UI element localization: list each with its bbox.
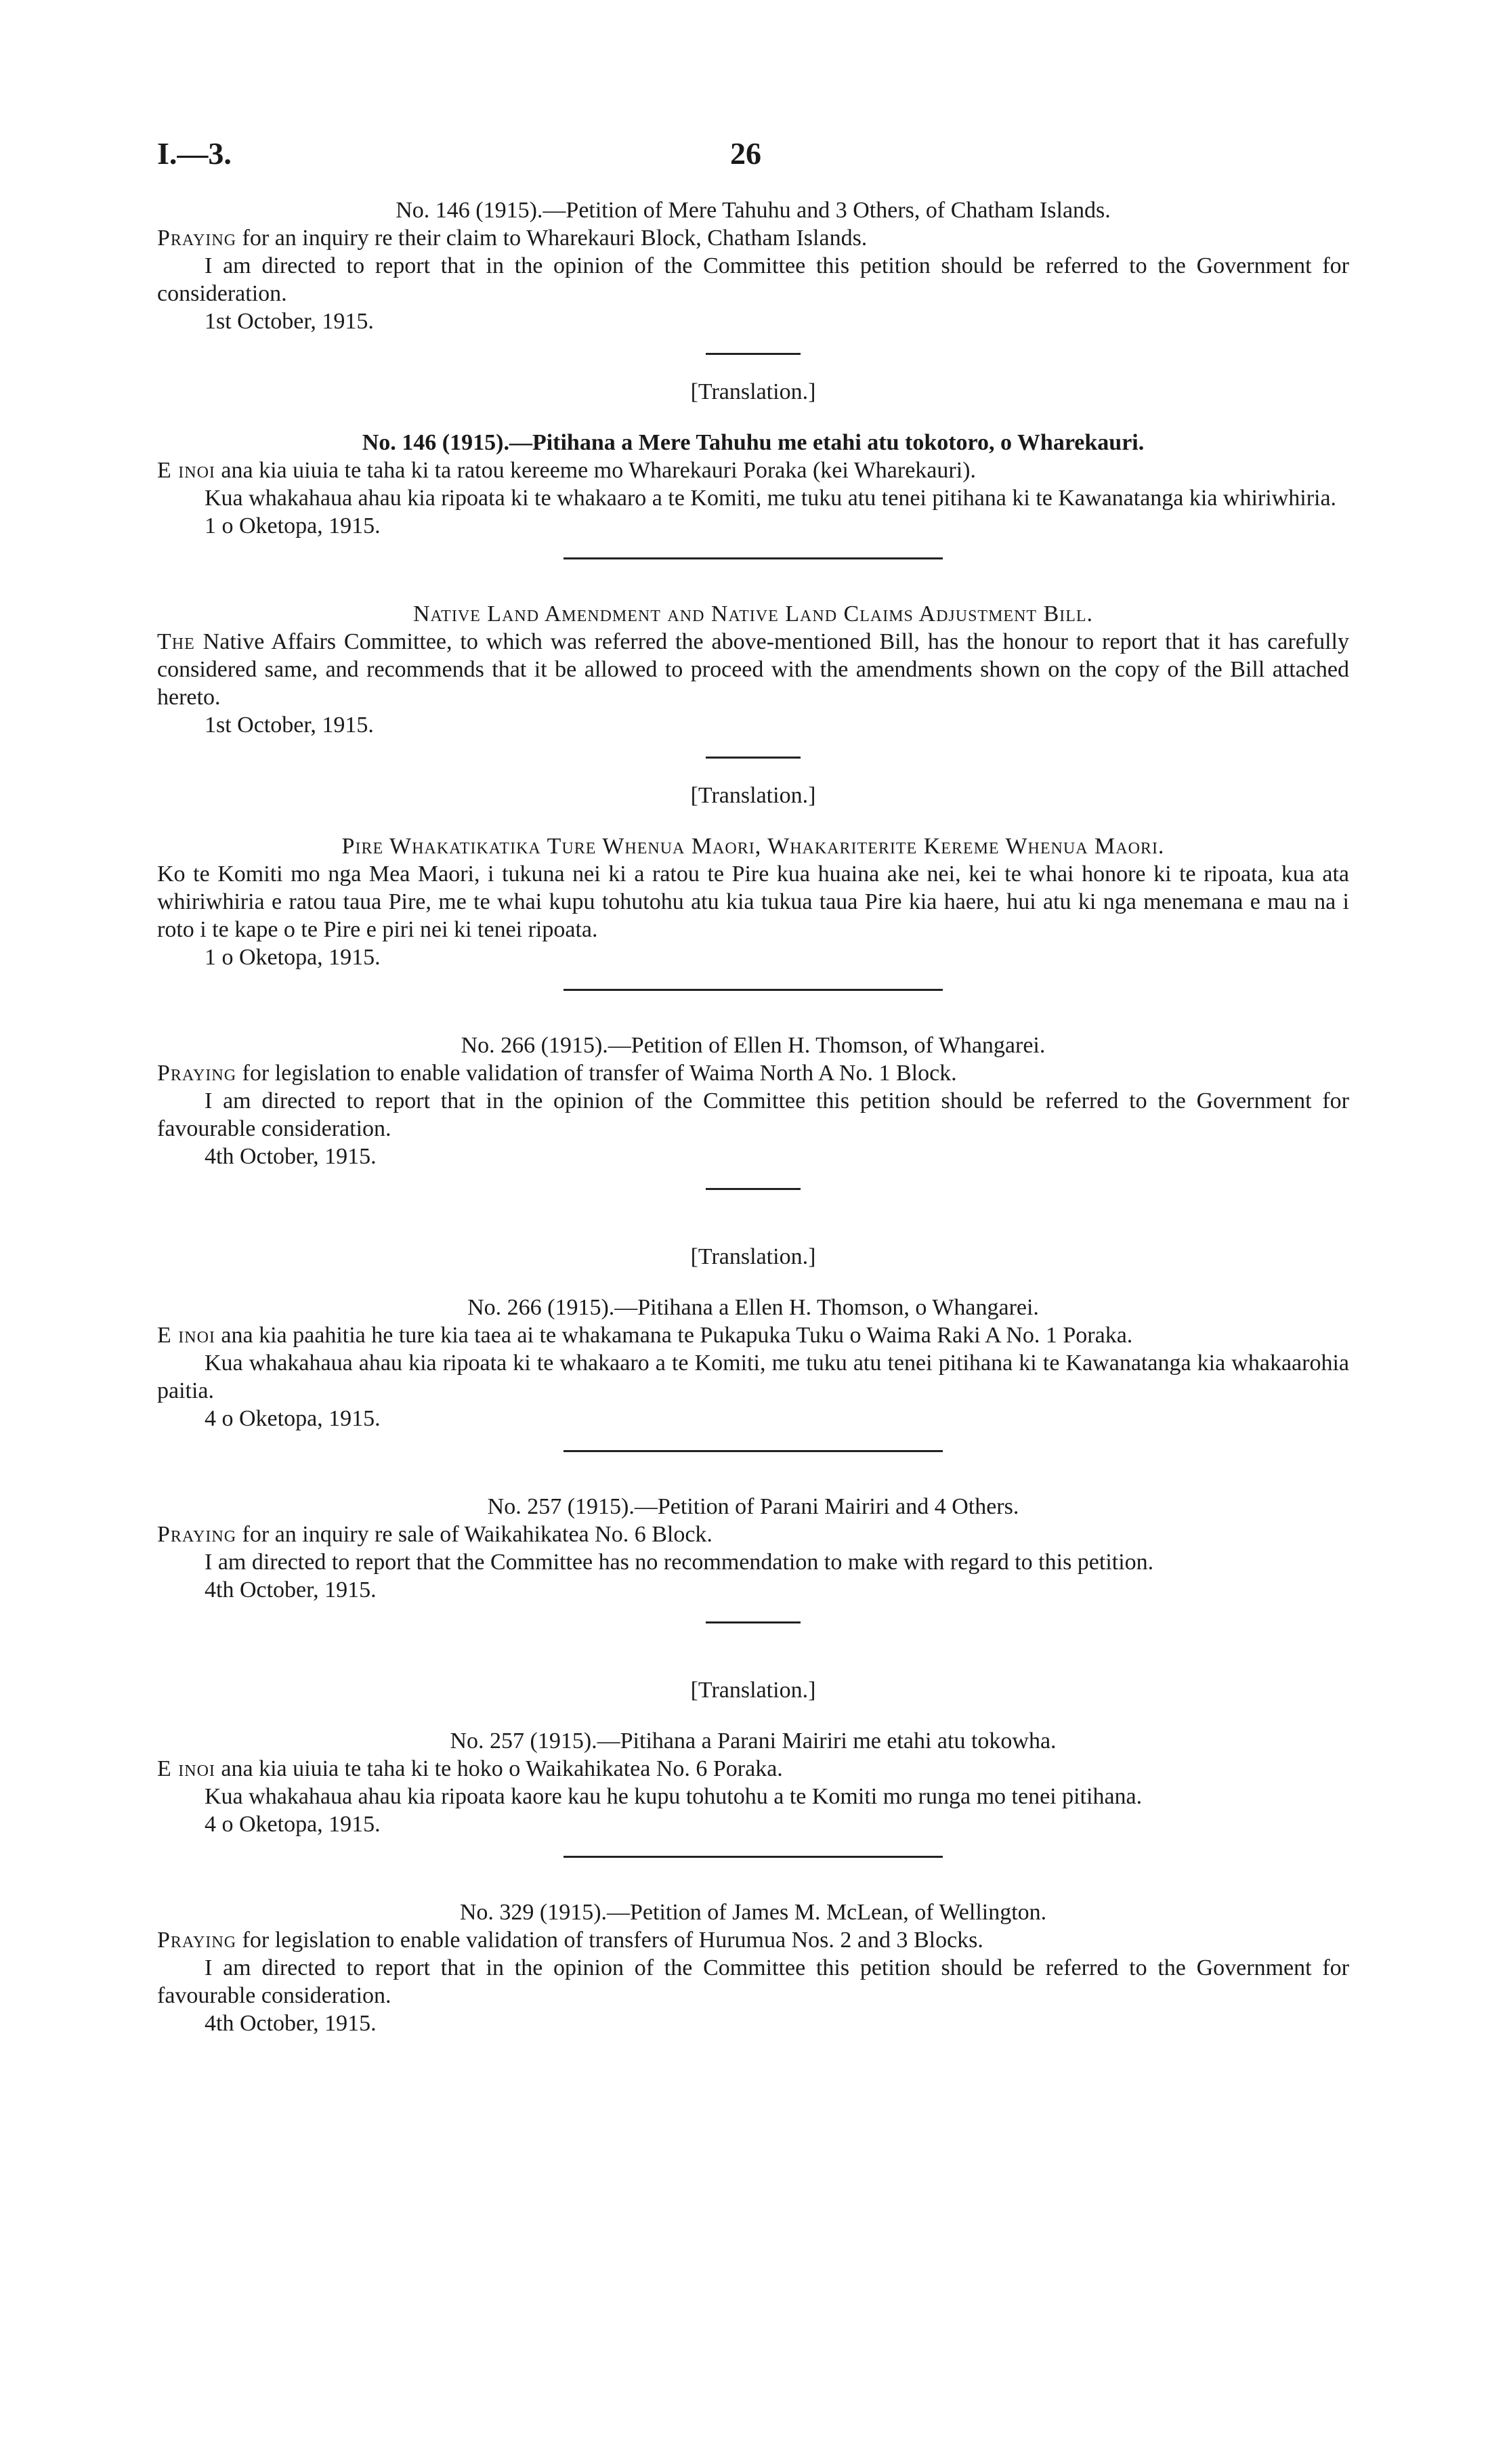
pitihana-257-report: Kua whakahaua ahau kia ripoata kaore kau he kupu tohutohu a te Komiti mo runga mo tenei pitihana. [205, 1784, 1143, 1809]
petition-329-date: 4th October, 1915. [205, 2011, 377, 2036]
pire-title: Pire Whakatikatika Ture Whenua Maori, Whakariterite Kereme Whenua Maori. [341, 834, 1165, 859]
pitihana-257-title: No. 257 (1915).—Pitihana a Parani Mairiri me etahi atu tokowha. [450, 1728, 1057, 1754]
bill-title: Native Land Amendment and Native Land Claims Adjustment Bill. [412, 601, 1094, 626]
paper-reference: I.—3. [157, 136, 232, 171]
petition-146-report: I am directed to report that in the opinion of the Committee this petition should be referred to the Government for consideration. [157, 253, 1349, 306]
praying-word: Praying [157, 1522, 237, 1547]
petition-266-praying [157, 1059, 1349, 1087]
section-divider [706, 757, 801, 759]
inoi-text: ana kia uiuia te taha ki te hoko o Waikahikatea No. 6 Poraka. [215, 1756, 783, 1781]
pitihana-266-date: 4 o Oketopa, 1915. [205, 1406, 381, 1431]
section-divider [706, 353, 801, 355]
bill-report-text: Native Affairs Committee, to which was referred the above-mentioned Bill, has the honour to report that it has carefully considered same, and recommends that it be allowed to proceed with the amendments shown on the copy of the Bill attached hereto. [157, 629, 1349, 710]
pire-date: 1 o Oketopa, 1915. [205, 945, 381, 970]
pitihana-146-title: No. 146 (1915).—Pitihana a Mere Tahuhu me etahi atu tokotoro, o Wharekauri. [362, 430, 1145, 455]
praying-word: Praying [157, 226, 237, 251]
section-divider [564, 1856, 943, 1858]
bill-report [157, 628, 1349, 711]
pitihana-266-report: Kua whakahaua ahau kia ripoata ki te whakaaro a te Komiti, me tuku atu tenei pitihana ki te Kawanatanga kia whakaarohia paitia. [157, 1351, 1349, 1403]
petition-146-date: 1st October, 1915. [205, 309, 374, 334]
praying-text: for an inquiry re their claim to Wharekauri Block, Chatham Islands. [236, 226, 868, 251]
praying-word: Praying [157, 1928, 237, 1953]
petition-266-date: 4th October, 1915. [205, 1144, 377, 1169]
translation-label: [Translation.] [690, 783, 816, 808]
pitihana-266-title: No. 266 (1915).—Pitihana a Ellen H. Thomson, o Whangarei. [467, 1295, 1039, 1320]
petition-266-title: No. 266 (1915).—Petition of Ellen H. Thomson, of Whangarei. [461, 1033, 1046, 1058]
praying-text: for legislation to enable validation of transfer of Waima North A No. 1 Block. [236, 1061, 957, 1086]
pire-report: Ko te Komiti mo nga Mea Maori, i tukuna nei ki a ratou te Pire kua huaina ake nei, kei te whai honore ki te ripoata, kua ata whiriwhiria e ratou taua Pire, me te whai kupu tohutohu atu kia tukua taua Pire kia haere, hui atu ki nga menemana e mau na i roto i te kape o te Pire e piri nei ki tenei ripoata. [157, 862, 1349, 942]
pitihana-257-inoi [157, 1755, 1349, 1783]
petition-257-date: 4th October, 1915. [205, 1577, 377, 1602]
section-divider [706, 1188, 801, 1190]
bill-date: 1st October, 1915. [205, 713, 374, 738]
inoi-word: E inoi [157, 458, 215, 483]
page-content [157, 196, 1349, 2037]
petition-329-title: No. 329 (1915).—Petition of James M. McLean, of Wellington. [459, 1900, 1047, 1925]
petition-146-praying [157, 224, 1349, 252]
petition-257-title: No. 257 (1915).—Petition of Parani Mairiri and 4 Others. [487, 1494, 1019, 1519]
inoi-word: E inoi [157, 1323, 215, 1348]
petition-329-praying [157, 1926, 1349, 1954]
section-divider [564, 989, 943, 991]
translation-label: [Translation.] [690, 379, 816, 404]
page-header [0, 135, 1488, 176]
praying-text: for legislation to enable validation of transfers of Hurumua Nos. 2 and 3 Blocks. [236, 1928, 983, 1953]
section-divider [564, 557, 943, 559]
pitihana-146-report: Kua whakahaua ahau kia ripoata ki te whakaaro a te Komiti, me tuku atu tenei pitihana ki te Kawanatanga kia whiriwhiria. [205, 486, 1337, 511]
translation-label: [Translation.] [690, 1678, 816, 1703]
inoi-text: ana kia uiuia te taha ki ta ratou kereeme mo Wharekauri Poraka (kei Wharekauri). [215, 458, 976, 483]
pitihana-257-date: 4 o Oketopa, 1915. [205, 1812, 381, 1837]
praying-word: Praying [157, 1061, 237, 1086]
pitihana-146-inoi [157, 456, 1349, 484]
petition-266-report: I am directed to report that in the opinion of the Committee this petition should be referred to the Government for favourable consideration. [157, 1088, 1349, 1141]
translation-label: [Translation.] [690, 1244, 816, 1269]
section-divider [564, 1450, 943, 1452]
inoi-text: ana kia paahitia he ture kia taea ai te whakamana te Pukapuka Tuku o Waima Raki A No. 1 Poraka. [215, 1323, 1133, 1348]
section-divider [706, 1621, 801, 1623]
petition-257-praying [157, 1521, 1349, 1548]
page-number: 26 [730, 136, 761, 171]
pitihana-146-date: 1 o Oketopa, 1915. [205, 513, 381, 538]
pitihana-266-inoi [157, 1321, 1349, 1349]
petition-257-report: I am directed to report that the Committee has no recommendation to make with regard to this petition. [205, 1550, 1154, 1575]
petition-329-report: I am directed to report that in the opinion of the Committee this petition should be referred to the Government for favourable consideration. [157, 1955, 1349, 2008]
inoi-word: E inoi [157, 1756, 215, 1781]
petition-146-title: No. 146 (1915).—Petition of Mere Tahuhu and 3 Others, of Chatham Islands. [396, 198, 1111, 223]
the-word: The [157, 629, 195, 654]
praying-text: for an inquiry re sale of Waikahikatea No. 6 Block. [236, 1522, 713, 1547]
